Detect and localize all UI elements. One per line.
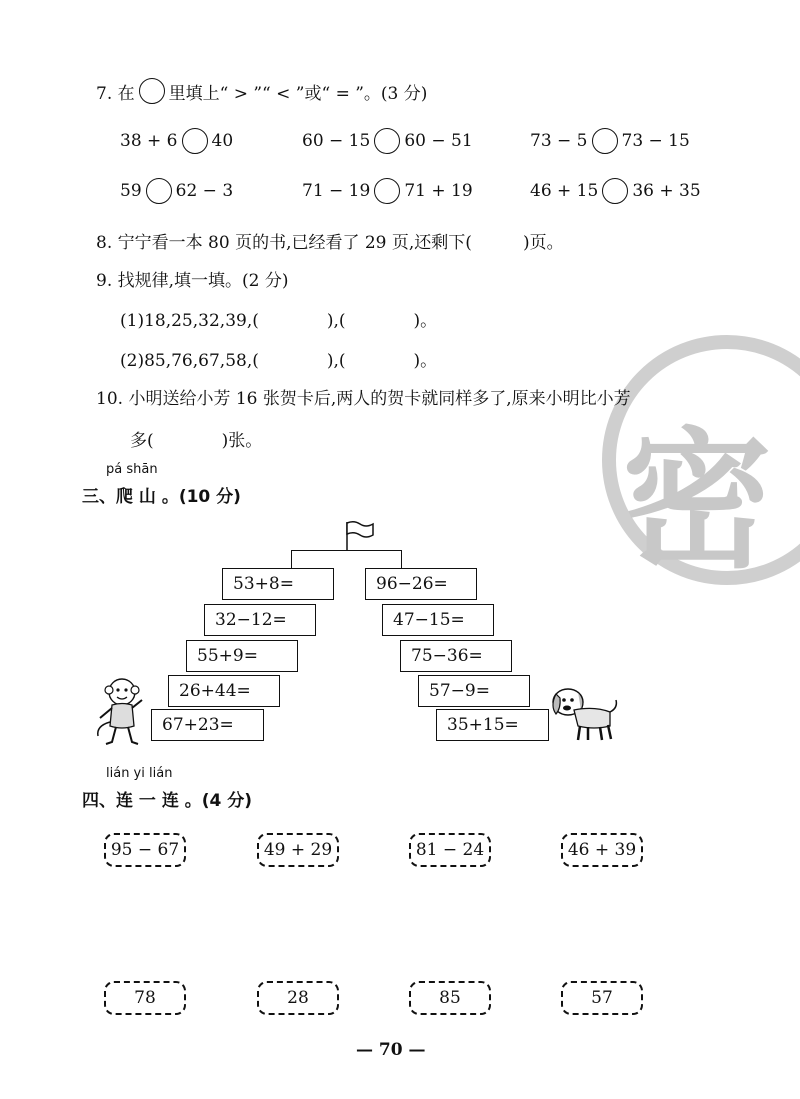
q7-item-3: 73 − 5 73 − 15 [530, 128, 690, 154]
step-right-4[interactable]: 57−9= [418, 675, 530, 707]
step-right-1[interactable]: 96−26= [365, 568, 477, 600]
dog-icon [548, 682, 620, 744]
match-top-3[interactable]: 81 − 24 [409, 833, 491, 867]
answer-circle[interactable] [602, 178, 628, 204]
q10-line-1: 10. 小明送给小芳 16 张贺卡后,两人的贺卡就同样多了,原来小明比小芳 [96, 389, 631, 409]
step-right-5[interactable]: 35+15= [436, 709, 549, 741]
q9-title: 9. 找规律,填一填。(2 分) [96, 271, 289, 291]
page-number: — 70 — [356, 1040, 426, 1060]
step-left-5[interactable]: 67+23= [151, 709, 264, 741]
mountain-top [291, 550, 402, 570]
q7-circle-icon [139, 78, 165, 104]
step-left-4[interactable]: 26+44= [168, 675, 280, 707]
match-bottom-4[interactable]: 57 [561, 981, 643, 1015]
match-top-2[interactable]: 49 + 29 [257, 833, 339, 867]
match-bottom-2[interactable]: 28 [257, 981, 339, 1015]
q9-line-1: (1)18,25,32,39,( ),( )。 [120, 311, 438, 331]
stamp-character: 密 [622, 415, 773, 589]
q10-line-2: 多( )张。 [130, 431, 263, 451]
match-top-1[interactable]: 95 − 67 [104, 833, 186, 867]
step-left-1[interactable]: 53+8= [222, 568, 334, 600]
answer-circle[interactable] [182, 128, 208, 154]
section3-pinyin: pá shān [106, 462, 158, 477]
step-left-3[interactable]: 55+9= [186, 640, 298, 672]
q9-line-2: (2)85,76,67,58,( ),( )。 [120, 351, 438, 371]
answer-circle[interactable] [146, 178, 172, 204]
match-bottom-1[interactable]: 78 [104, 981, 186, 1015]
q7-item-1: 38 + 6 40 [120, 128, 233, 154]
q8-text: 8. 宁宁看一本 80 页的书,已经看了 29 页,还剩下( )页。 [96, 233, 564, 253]
answer-circle[interactable] [374, 178, 400, 204]
section3-title: 三、爬 山 。(10 分) [82, 487, 241, 507]
q7-item-4: 59 62 − 3 [120, 178, 233, 204]
step-right-2[interactable]: 47−15= [382, 604, 494, 636]
step-left-2[interactable]: 32−12= [204, 604, 316, 636]
answer-circle[interactable] [374, 128, 400, 154]
flag-icon [340, 518, 380, 552]
q7-title: 7. 在 里填上“ > ”“ < ”或“ = ”。(3 分) [96, 78, 427, 104]
section4-title: 四、连 一 连 。(4 分) [82, 791, 253, 811]
q7-item-2: 60 − 15 60 − 51 [302, 128, 473, 154]
q7-item-6: 46 + 15 36 + 35 [530, 178, 701, 204]
match-top-4[interactable]: 46 + 39 [561, 833, 643, 867]
step-right-3[interactable]: 75−36= [400, 640, 512, 672]
q7-item-5: 71 − 19 71 + 19 [302, 178, 473, 204]
section4-pinyin: lián yi lián [106, 766, 173, 781]
match-bottom-3[interactable]: 85 [409, 981, 491, 1015]
answer-circle[interactable] [592, 128, 618, 154]
monkey-icon [92, 674, 150, 746]
